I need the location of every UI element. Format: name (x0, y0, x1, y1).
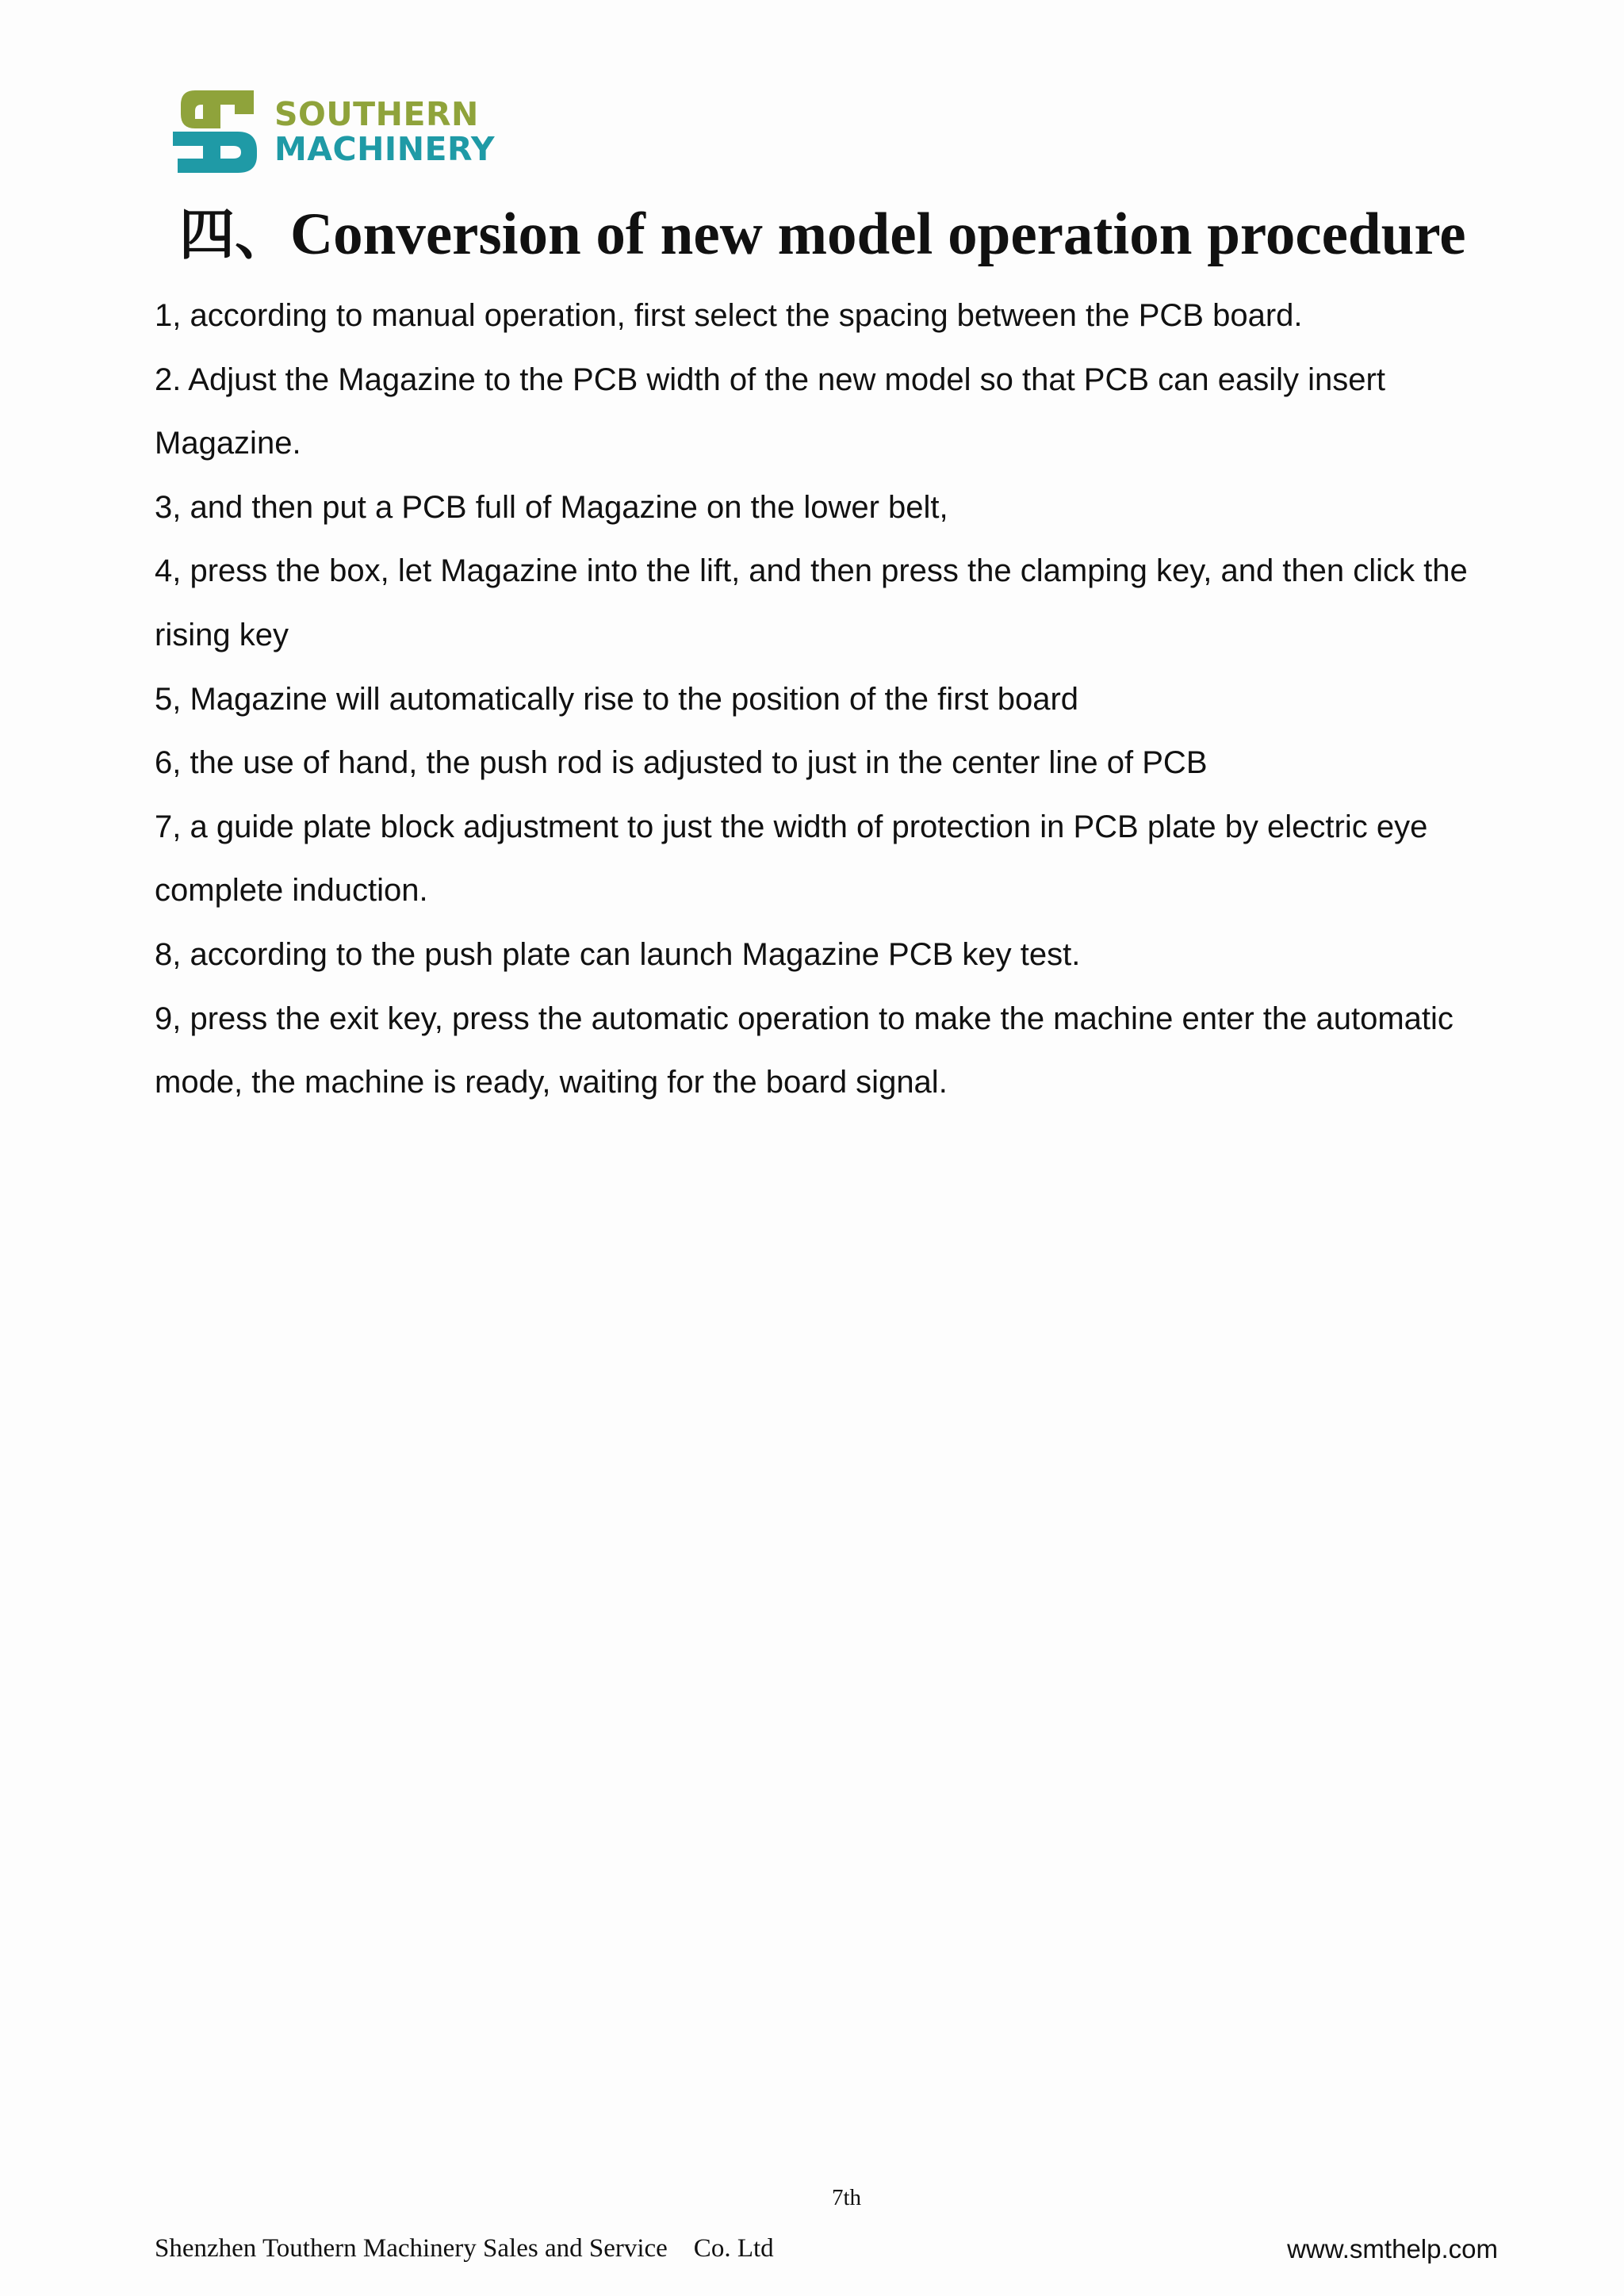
page-number: 7th (831, 2185, 862, 2210)
procedure-step: 8, according to the push plate can launch Magazine PCB key test. (155, 936, 1081, 972)
procedure-step: 9, press the exit key, press the automatic operation to make the machine enter the automatic mode, the machine is ready, waiting for the board signal. (155, 1001, 1454, 1100)
section-heading (179, 197, 1511, 273)
procedure-step: 6, the use of hand, the push rod is adjusted to just in the center line of PCB (155, 745, 1208, 781)
procedure-steps-list (155, 284, 1519, 1115)
logo-text-machinery: MACHINERY (274, 130, 496, 168)
footer-website: www.smthelp.com (1287, 2234, 1498, 2263)
procedure-step: 4, press the box, let Magazine into the lift, and then press the clamping key, and then click the rising key (155, 553, 1468, 652)
southern-machinery-logo-icon (171, 87, 262, 174)
procedure-step: 3, and then put a PCB full of Magazine on the lower belt, (155, 489, 948, 525)
procedure-step: 2. Adjust the Magazine to the PCB width of the new model so that PCB can easily insert Magazine. (155, 362, 1385, 461)
procedure-step: 7, a guide plate block adjustment to just the width of protection in PCB plate by electric eye complete induction. (155, 809, 1428, 909)
procedure-step: 1, according to manual operation, first select the spacing between the PCB board. (155, 298, 1303, 333)
footer-company-name: Shenzhen Touthern Machinery Sales and Service Co. Ltd (155, 2234, 774, 2263)
company-logo (171, 87, 496, 174)
section-title: Conversion of new model operation procedure (290, 201, 1466, 267)
section-number: 四、 (179, 202, 290, 267)
procedure-step: 5, Magazine will automatically rise to the position of the first board (155, 681, 1079, 717)
logo-text-southern: SOUTHERN (274, 95, 479, 133)
